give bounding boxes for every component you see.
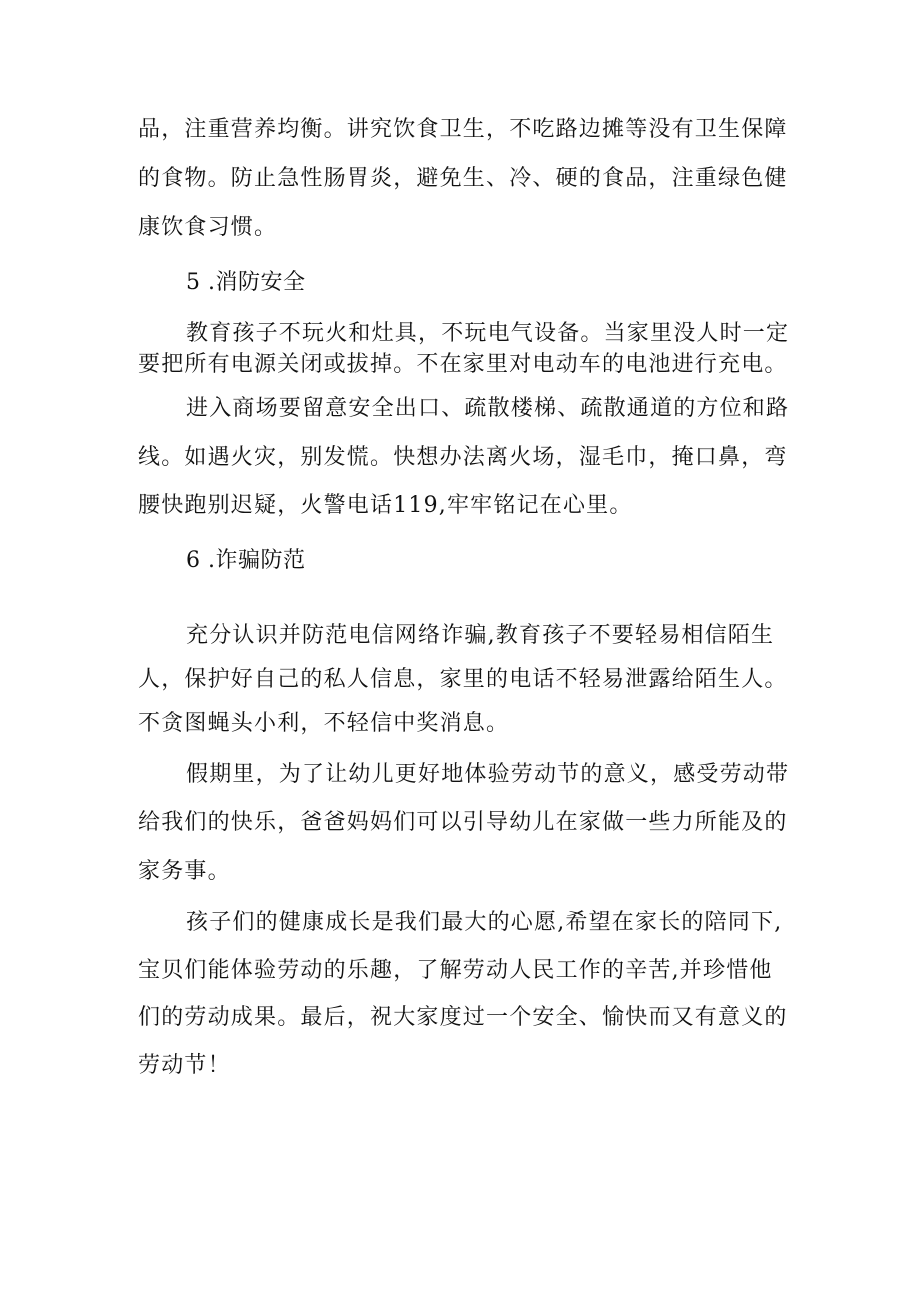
section-heading-fraud-prevention: 6 .诈骗防范	[186, 548, 306, 573]
text-line: 劳动节！	[138, 1053, 231, 1078]
text-line: 要把所有电源关闭或拔掉。不在家里对电动车的电池进行充电。	[138, 352, 788, 377]
text-line: 们的劳动成果。最后，祝大家度过一个安全、愉快而又有意义的	[138, 1005, 788, 1030]
text-line: 教育孩子不玩火和灶具，不玩电气设备。当家里没人时一定	[186, 321, 790, 346]
text-line: 的食物。防止急性肠胃炎，避免生、冷、硬的食品，注重绿色健	[138, 166, 788, 191]
text-line: 人，保护好自己的私人信息，家里的电话不轻易泄露给陌生人。	[138, 667, 788, 692]
text-line: 线。如遇火灾，别发慌。快想办法离火场，湿毛巾，掩口鼻，弯	[138, 445, 788, 470]
text-line: 孩子们的健康成长是我们最大的心愿,希望在家长的陪同下,	[186, 910, 783, 935]
text-line: 不贪图蝇头小利，不轻信中奖消息。	[138, 711, 510, 736]
text-line: 腰快跑别迟疑，火警电话119,牢牢铭记在心里。	[138, 493, 633, 518]
text-line: 假期里，为了让幼儿更好地体验劳动节的意义，感受劳动带	[186, 762, 790, 787]
text-line: 家务事。	[138, 859, 231, 884]
text-line: 进入商场要留意安全出口、疏散楼梯、疏散通道的方位和路	[186, 396, 790, 421]
section-heading-fire-safety: 5 .消防安全	[186, 270, 306, 295]
text-line: 康饮食习惯。	[138, 215, 278, 240]
text-line: 宝贝们能体验劳动的乐趣，了解劳动人民工作的辛苦,并珍惜他	[138, 958, 773, 983]
text-line: 充分认识并防范电信网络诈骗,教育孩子不要轻易相信陌生	[186, 623, 775, 648]
text-line: 品，注重营养均衡。讲究饮食卫生，不吃路边摊等没有卫生保障	[138, 117, 788, 142]
text-line: 给我们的快乐，爸爸妈妈们可以引导幼儿在家做一些力所能及的	[138, 810, 788, 835]
